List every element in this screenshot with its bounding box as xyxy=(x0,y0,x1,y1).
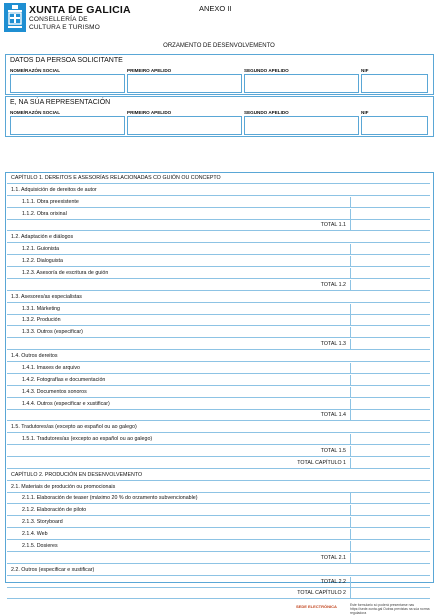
representative-second-surname-label: SEGUNDO APELIDO xyxy=(244,110,289,115)
budget-row-label: TOTAL CAPÍTULO 1 xyxy=(297,459,346,466)
budget-row-label: 1.5.1. Tradutores/as (excepto ao español ou ao galego) xyxy=(22,436,153,443)
total-amount-cell[interactable] xyxy=(350,220,430,231)
budget-row-label: 1.1.2. Obra orixinal xyxy=(22,210,67,217)
budget-row-label: TOTAL 1.3 xyxy=(320,341,346,348)
budget-total-row xyxy=(7,410,430,421)
org-name: XUNTA DE GALICIA xyxy=(29,4,131,16)
budget-row-label: TOTAL 1.2 xyxy=(320,281,346,288)
budget-total-row xyxy=(7,280,430,291)
total-amount-cell[interactable] xyxy=(350,577,430,588)
budget-row-label: TOTAL 2.2 xyxy=(320,578,346,585)
amount-cell[interactable] xyxy=(350,327,430,338)
department xyxy=(29,16,100,32)
budget-group-row xyxy=(7,565,430,576)
budget-group-row xyxy=(7,482,430,493)
budget-chapter-row xyxy=(7,470,430,481)
representative-section xyxy=(5,96,434,137)
budget-item-row xyxy=(7,517,430,528)
amount-cell[interactable] xyxy=(350,304,430,315)
budget-row-label: 1.1.1. Obra preexistente xyxy=(22,198,79,205)
budget-item-row xyxy=(7,505,430,516)
budget-row-label: 1.5. Tradutores/as (excepto ao español ou ao galego) xyxy=(11,424,137,431)
total-amount-cell[interactable] xyxy=(350,588,430,599)
applicant-name-label: NOME/RAZÓN SOCIAL xyxy=(10,68,61,73)
budget-item-row xyxy=(7,399,430,410)
amount-cell[interactable] xyxy=(350,197,430,208)
budget-item-row xyxy=(7,268,430,279)
budget-row-label: TOTAL 2.1 xyxy=(320,554,346,561)
budget-item-row xyxy=(7,304,430,315)
budget-item-row xyxy=(7,315,430,326)
amount-cell[interactable] xyxy=(350,363,430,374)
budget-row-label: 2.1.5. Dosieres xyxy=(22,542,58,549)
budget-item-row xyxy=(7,529,430,540)
budget-total-row xyxy=(7,446,430,457)
total-amount-cell[interactable] xyxy=(350,458,430,469)
footer-note xyxy=(350,603,438,615)
budget-item-row xyxy=(7,434,430,445)
budget-row-label: 2.1. Materiais de produción ou promocionais xyxy=(11,483,116,490)
budget-item-row xyxy=(7,363,430,374)
amount-cell[interactable] xyxy=(350,268,430,279)
amount-cell[interactable] xyxy=(350,387,430,398)
amount-cell[interactable] xyxy=(350,434,430,445)
budget-group-row xyxy=(7,185,430,196)
budget-item-row xyxy=(7,493,430,504)
budget-row-label: 1.2.3. Asesor/a de escritura de guión xyxy=(22,269,109,276)
budget-row-label: TOTAL 1.1 xyxy=(320,222,346,229)
applicant-name-field[interactable] xyxy=(10,74,125,93)
footer-line-2: https://sede.xunta.gal Outras previstas na súa norma reguladora xyxy=(350,607,430,615)
applicant-first-surname-label: PRIMEIRO APELIDO xyxy=(127,68,172,73)
amount-cell[interactable] xyxy=(350,375,430,386)
budget-row-label: 1.4. Outros dereitos xyxy=(11,353,58,360)
budget-total-row xyxy=(7,577,430,588)
total-amount-cell[interactable] xyxy=(350,280,430,291)
amount-cell[interactable] xyxy=(350,209,430,220)
budget-group-row xyxy=(7,232,430,243)
budget-row-label: 1.1. Adquisición de dereitos de autor xyxy=(11,186,97,193)
representative-nif-label: NIF xyxy=(361,110,369,115)
budget-item-row xyxy=(7,327,430,338)
applicant-first-surname-field[interactable] xyxy=(127,74,242,93)
representative-nif-field[interactable] xyxy=(361,116,428,135)
budget-row-label: CAPÍTULO 2. PRODUCIÓN EN DESENVOLVEMENTO xyxy=(11,471,143,478)
budget-row-label: 1.3. Asesores/as especialistas xyxy=(11,293,82,300)
budget-row-label: 1.3.3. Outros (especificar) xyxy=(22,329,83,336)
representative-second-surname-field[interactable] xyxy=(244,116,359,135)
budget-row-label: 2.1.3. Storyboard xyxy=(22,519,63,526)
budget-item-row xyxy=(7,387,430,398)
budget-row-label: 1.3.1. Márketing xyxy=(22,305,60,312)
budget-row-label: 1.2. Adaptación e diálogos xyxy=(11,234,74,241)
budget-row-label: 1.4.2. Fotografías e documentación xyxy=(22,376,106,383)
budget-item-row xyxy=(7,375,430,386)
budget-row-label: 1.2.1. Guionista xyxy=(22,246,60,253)
budget-row-label: 1.4.1. Imaxes de arquivo xyxy=(22,364,81,371)
budget-row-label: 2.1.1. Elaboración de teaser (máximo 20 % do orzamento subvencionable) xyxy=(22,495,198,502)
budget-row-label: 1.4.4. Outros (especificar e xustificar) xyxy=(22,400,110,407)
total-amount-cell[interactable] xyxy=(350,446,430,457)
budget-total-row xyxy=(7,339,430,350)
budget-row-label: 2.1.2. Elaboración de piloto xyxy=(22,507,87,514)
amount-cell[interactable] xyxy=(350,315,430,326)
representative-name-label: NOME/RAZÓN SOCIAL xyxy=(10,110,61,115)
budget-total-row xyxy=(7,458,430,469)
budget-item-row xyxy=(7,256,430,267)
budget-group-row xyxy=(7,422,430,433)
amount-cell[interactable] xyxy=(350,256,430,267)
representative-first-surname-label: PRIMEIRO APELIDO xyxy=(127,110,172,115)
budget-row-label: 1.4.3. Documentos sonoros xyxy=(22,388,87,395)
budget-group-row xyxy=(7,292,430,303)
budget-total-row xyxy=(7,220,430,231)
budget-total-row xyxy=(7,588,430,599)
applicant-second-surname-field[interactable] xyxy=(244,74,359,93)
budget-item-row xyxy=(7,244,430,255)
applicant-second-surname-label: SEGUNDO APELIDO xyxy=(244,68,289,73)
budget-row-label: 1.2.2. Dialoguista xyxy=(22,258,63,265)
total-amount-cell[interactable] xyxy=(350,410,430,421)
amount-cell[interactable] xyxy=(350,517,430,528)
representative-section-title: E, NA SÚA REPRESENTACIÓN xyxy=(10,99,111,106)
budget-row-label: 2.2. Outros (especificar e xustificar) xyxy=(11,566,95,573)
budget-row-label: TOTAL 1.5 xyxy=(320,448,346,454)
budget-item-row xyxy=(7,541,430,552)
applicant-nif-label: NIF xyxy=(361,68,369,73)
sede-logo: SEDE ELECTRÓNICA xyxy=(296,604,337,609)
budget-row-label: CAPÍTULO 1. DEREITOS E ASESORÍAS RELACIONADAS CO GUIÓN OU CONCEPTO xyxy=(11,175,221,181)
amount-cell[interactable] xyxy=(350,529,430,540)
applicant-section-title: DATOS DA PERSOA SOLICITANTE xyxy=(10,57,123,64)
amount-cell[interactable] xyxy=(350,244,430,255)
budget-group-row xyxy=(7,351,430,362)
annex-label: ANEXO II xyxy=(199,4,232,13)
budget-row-label: TOTAL CAPÍTULO 2 xyxy=(297,590,346,597)
budget-item-row xyxy=(7,209,430,220)
budget-total-row xyxy=(7,553,430,564)
applicant-nif-field[interactable] xyxy=(361,74,428,93)
total-amount-cell[interactable] xyxy=(350,339,430,350)
amount-cell[interactable] xyxy=(350,493,430,504)
representative-first-surname-field[interactable] xyxy=(127,116,242,135)
representative-name-field[interactable] xyxy=(10,116,125,135)
total-amount-cell[interactable] xyxy=(350,553,430,564)
budget-chapter-row xyxy=(7,173,430,184)
form-title: ORZAMENTO DE DESENVOLVEMENTO xyxy=(163,43,275,49)
amount-cell[interactable] xyxy=(350,399,430,410)
department-line-2: CULTURA E TURISMO xyxy=(29,24,101,31)
budget-item-row xyxy=(7,197,430,208)
amount-cell[interactable] xyxy=(350,505,430,516)
budget-row-label: 2.1.4. Web xyxy=(22,531,48,538)
applicant-section xyxy=(5,54,434,95)
budget-row-label: TOTAL 1.4 xyxy=(320,412,346,419)
footer-line-1: Este formulario só poderá presentarse nas xyxy=(350,603,415,607)
budget-row-label: 1.3.2. Produción xyxy=(22,317,61,324)
xunta-logo xyxy=(4,3,26,32)
xunta-emblem-icon xyxy=(4,3,26,32)
department-line-1: CONSELLERÍA DE xyxy=(29,16,88,23)
amount-cell[interactable] xyxy=(350,541,430,552)
